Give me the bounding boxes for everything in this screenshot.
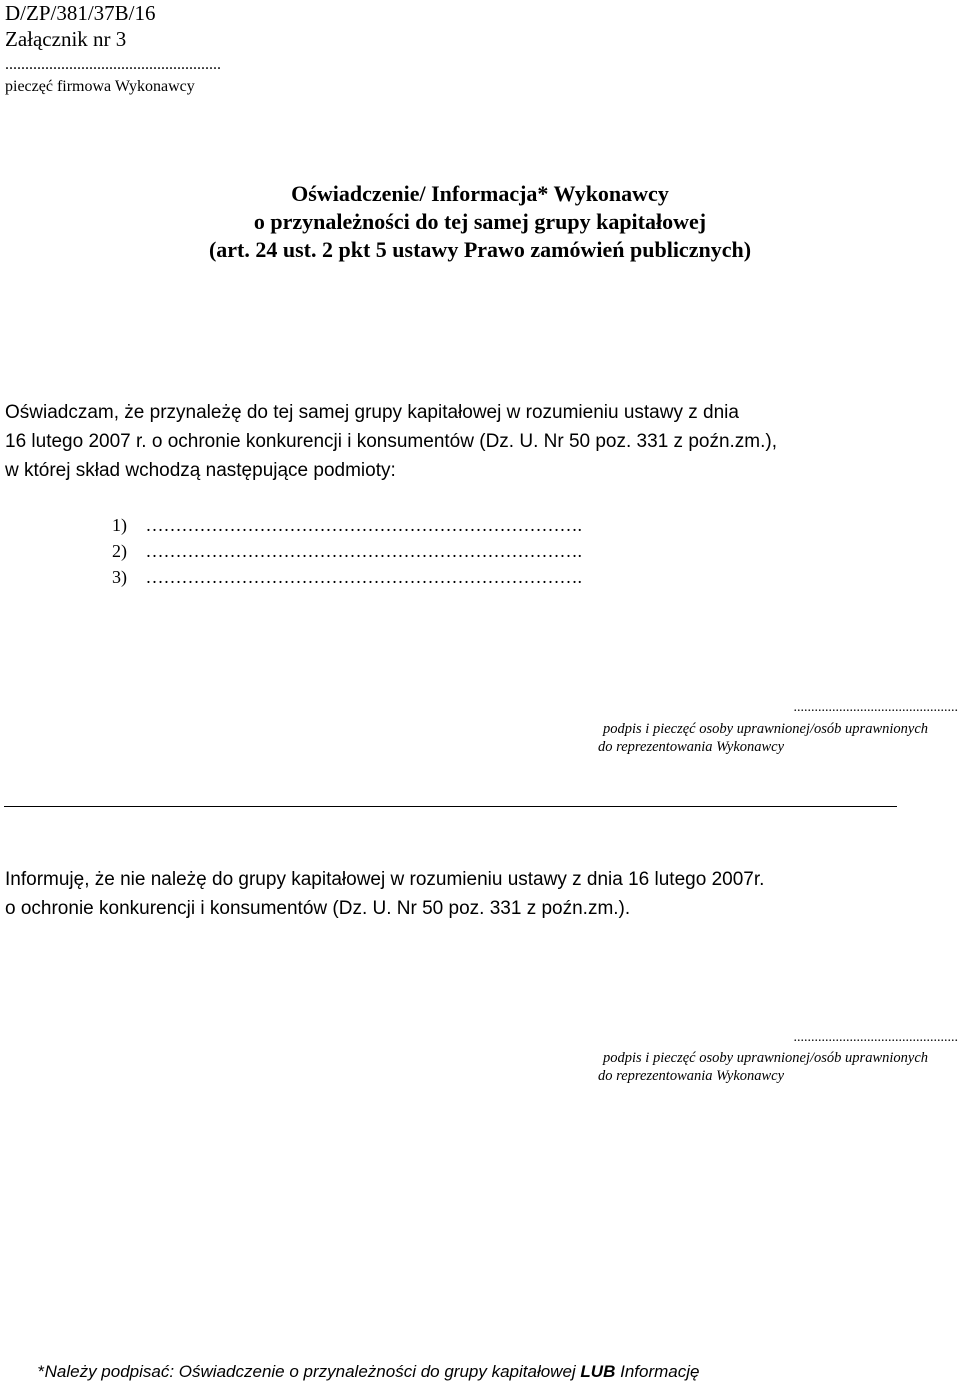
information-line-1: Informuję, że nie należę do grupy kapitałowej w rozumieniu ustawy z dnia 16 lutego 2007r. bbox=[5, 869, 765, 890]
signature-label-line-1: podpis i pieczęć osoby uprawnionej/osób uprawnionych bbox=[603, 1050, 929, 1066]
footnote bbox=[38, 1361, 699, 1383]
footnote-text: Należy podpisać: Oświadczenie o przynależności do grupy kapitałowej bbox=[44, 1362, 581, 1381]
declaration-line-2: 16 lutego 2007 r. o ochronie konkurencji i konsumentów (Dz. U. Nr 50 poz. 331 z poźn.zm.), bbox=[5, 431, 778, 452]
stamp-dots: ...................................................... bbox=[5, 56, 221, 73]
list-item-number: 2) bbox=[112, 541, 127, 561]
document-title-line-3: (art. 24 ust. 2 pkt 5 ustawy Prawo zamówień publicznych) bbox=[208, 237, 752, 262]
footnote-emphasis: LUB bbox=[580, 1362, 616, 1381]
footnote-text-end: Informację bbox=[615, 1362, 700, 1381]
information-line-2: o ochronie konkurencji i konsumentów (Dz. U. Nr 50 poz. 331 z poźn.zm.). bbox=[5, 898, 631, 919]
section-divider bbox=[4, 806, 897, 807]
reference-number: D/ZP/381/37B/16 bbox=[5, 1, 156, 25]
signature-label-line-1: podpis i pieczęć osoby uprawnionej/osób uprawnionych bbox=[603, 721, 929, 737]
list-item-dots: ………………………………………………………………. bbox=[145, 541, 582, 561]
signature-dots: ............................................... bbox=[793, 1030, 958, 1045]
signature-label-line-2: do reprezentowania Wykonawcy bbox=[598, 739, 785, 755]
declaration-line-1: Oświadczam, że przynależę do tej samej grupy kapitałowej w rozumieniu ustawy z dnia bbox=[5, 402, 739, 423]
list-item-dots: ………………………………………………………………. bbox=[145, 567, 582, 587]
attachment-label: Załącznik nr 3 bbox=[5, 27, 127, 51]
declaration-line-3: w której skład wchodzą następujące podmioty: bbox=[5, 460, 396, 481]
list-item-number: 1) bbox=[112, 515, 127, 535]
list-item bbox=[112, 512, 582, 538]
company-stamp-label: pieczęć firmowa Wykonawcy bbox=[5, 78, 195, 95]
footnote-asterisk: * bbox=[38, 1362, 45, 1381]
document-title-line-1: Oświadczenie/ Informacja* Wykonawcy bbox=[291, 181, 669, 206]
list-item-dots: ………………………………………………………………. bbox=[145, 515, 582, 535]
list-item bbox=[112, 538, 582, 564]
list-item-number: 3) bbox=[112, 567, 127, 587]
signature-label-line-2: do reprezentowania Wykonawcy bbox=[598, 1068, 785, 1084]
list-item bbox=[112, 564, 582, 590]
document-title-line-2: o przynależności do tej samej grupy kapitałowej bbox=[253, 209, 707, 234]
signature-dots: ............................................... bbox=[793, 700, 958, 715]
